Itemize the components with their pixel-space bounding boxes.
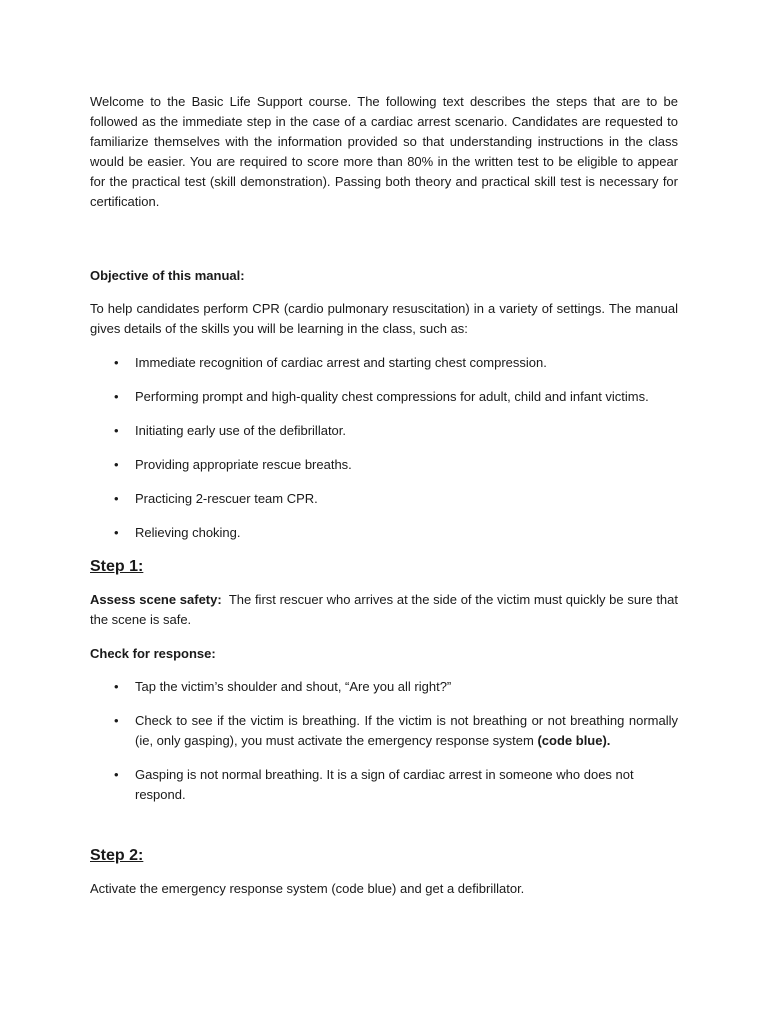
- list-item-text: Tap the victim’s shoulder and shout, “Are you all right?”: [135, 679, 452, 694]
- objective-list: [90, 353, 678, 543]
- scene-safety-label: Assess scene safety:: [90, 592, 222, 607]
- list-item: [90, 489, 678, 509]
- bullet-icon: •: [114, 525, 119, 540]
- bullet-icon: •: [114, 767, 119, 782]
- intro-paragraph: Welcome to the Basic Life Support course. The following text describes the steps that are to be followed as the immediate step in the case of a cardiac arrest scenario. Candidates are requested to familiarize themselves with the information provided so that understanding instructions in the class would be easier. You are required to score more than 80% in the written test to be eligible to appear for the practical test (skill demonstration). Passing both theory and practical skill test is necessary for certification.: [90, 94, 678, 209]
- list-item-text: Immediate recognition of cardiac arrest and starting chest compression.: [135, 355, 547, 370]
- bullet-icon: •: [114, 423, 119, 438]
- list-item: [90, 455, 678, 475]
- bullet-icon: •: [114, 389, 119, 404]
- objective-text: To help candidates perform CPR (cardio pulmonary resuscitation) in a variety of settings. The manual gives details of the skills you will be learning in the class, such as:: [90, 301, 678, 336]
- bullet-icon: •: [114, 491, 119, 506]
- list-item-text: Gasping is not normal breathing. It is a sign of cardiac arrest in someone who does not respond.: [135, 767, 634, 802]
- step2-heading: Step 2:: [90, 847, 144, 864]
- list-item-text: Providing appropriate rescue breaths.: [135, 457, 352, 472]
- list-item-text: Initiating early use of the defibrillator.: [135, 423, 347, 438]
- step1-heading: Step 1:: [90, 558, 144, 575]
- list-item: [90, 711, 678, 751]
- check-response-heading: Check for response:: [90, 646, 216, 661]
- list-item-text: Performing prompt and high-quality chest compressions for adult, child and infant victims.: [135, 389, 649, 404]
- list-item: [90, 353, 678, 373]
- objective-heading: Objective of this manual:: [90, 268, 245, 283]
- list-item-text: Relieving choking.: [135, 525, 241, 540]
- scene-safety-text: The first rescuer who arrives at the side of the victim must quickly be sure that the scene is safe.: [90, 592, 682, 627]
- list-item-text: Practicing 2-rescuer team CPR.: [135, 491, 318, 506]
- bullet-icon: •: [114, 713, 119, 728]
- list-item: [90, 421, 678, 441]
- list-item: [90, 677, 678, 697]
- code-blue-bold: (code blue).: [537, 733, 611, 748]
- list-item: [90, 523, 678, 543]
- bullet-icon: •: [114, 679, 119, 694]
- document-page: [90, 92, 682, 899]
- step2-text: Activate the emergency response system (code blue) and get a defibrillator.: [90, 881, 525, 896]
- bullet-icon: •: [114, 355, 119, 370]
- list-item-text: Check to see if the victim is breathing. If the victim is not breathing or not breathing normally (ie, only gasping), you must activate the emergency response system: [135, 713, 678, 748]
- scene-safety-paragraph: [90, 590, 682, 630]
- bullet-icon: •: [114, 457, 119, 472]
- list-item: [90, 765, 678, 805]
- response-list: [90, 677, 678, 805]
- list-item: [90, 387, 678, 407]
